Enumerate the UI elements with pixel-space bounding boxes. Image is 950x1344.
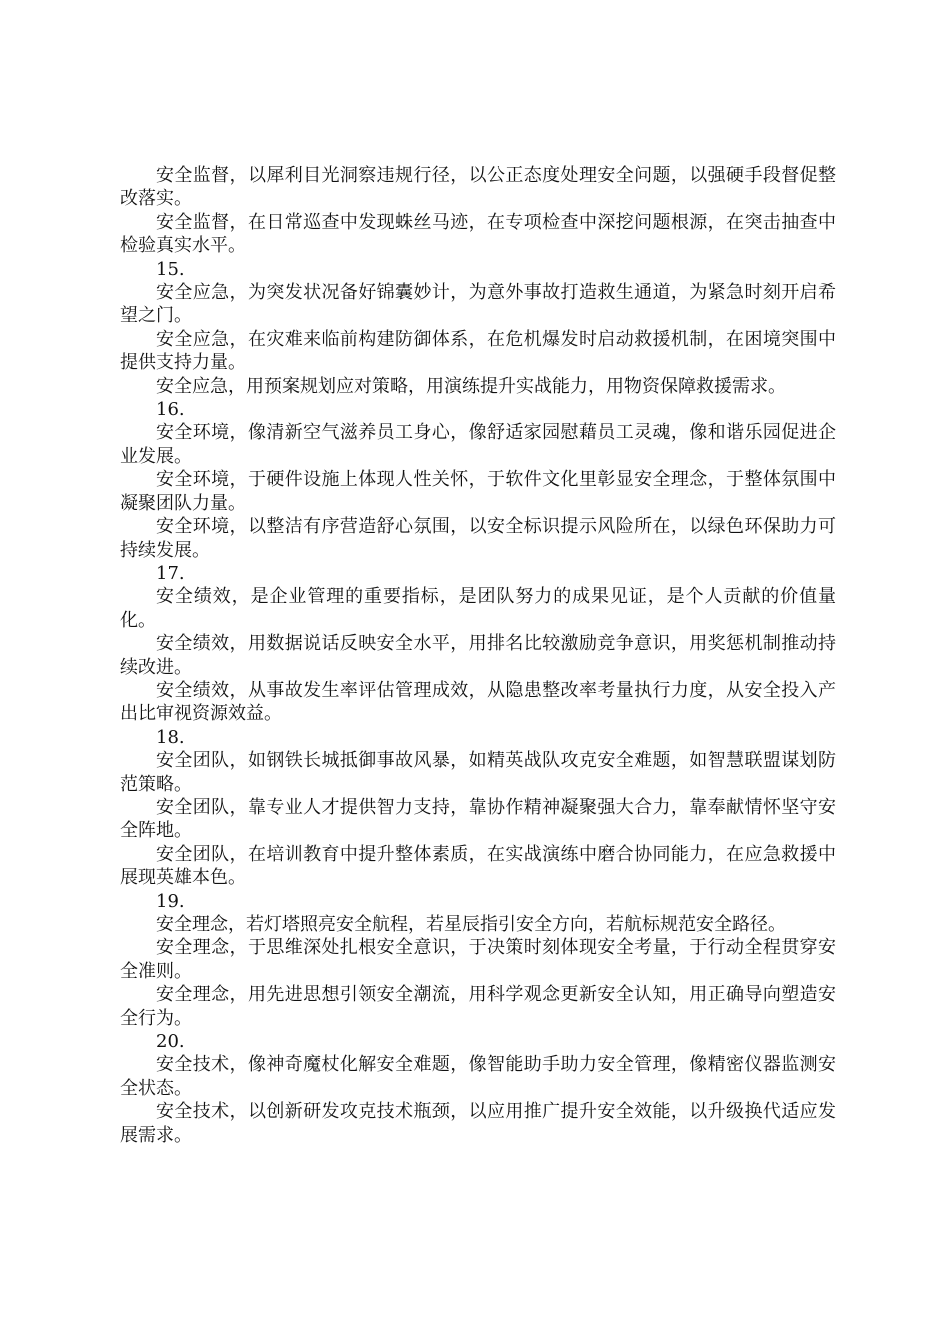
paragraph: 安全技术，像神奇魔杖化解安全难题，像智能助手助力安全管理，像精密仪器监测安全状态。 [120,1054,836,1099]
paragraph: 安全绩效，是企业管理的重要指标，是团队努力的成果见证，是个人贡献的价值量化。 [120,586,836,631]
paragraph: 安全环境，以整洁有序营造舒心氛围，以安全标识提示风险所在，以绿色环保助力可持续发展。 [120,516,836,561]
section-number: 16. [156,399,185,421]
paragraph: 安全监督，在日常巡查中发现蛛丝马迹，在专项检查中深挖问题根源，在突击抽查中检验真实水平。 [120,211,836,257]
paragraph: 安全环境，于硬件设施上体现人性关怀，于软件文化里彰显安全理念，于整体氛围中凝聚团队力量。 [120,469,836,514]
paragraph: 安全环境，像清新空气滋养员工身心，像舒适家园慰藉员工灵魂，像和谐乐园促进企业发展。 [120,422,836,467]
paragraph: 安全应急，为突发状况备好锦囊妙计，为意外事故打造救生通道，为紧急时刻开启希望之门。 [120,282,836,327]
paragraph: 安全绩效，用数据说话反映安全水平，用排名比较激励竞争意识，用奖惩机制推动持续改进。 [120,633,836,678]
section-number: 15. [156,258,185,280]
paragraph: 安全监督，以犀利目光洞察违规行径，以公正态度处理安全问题，以强硬手段督促整改落实。 [120,165,836,210]
paragraph: 安全技术，以创新研发攻克技术瓶颈，以应用推广提升安全效能，以升级换代适应发展需求。 [120,1101,836,1146]
paragraph: 安全理念，于思维深处扎根安全意识，于决策时刻体现安全考量，于行动全程贯穿安全准则。 [120,937,836,982]
paragraph: 安全绩效，从事故发生率评估管理成效，从隐患整改率考量执行力度，从安全投入产出比审视资源效益。 [120,679,836,725]
paragraph: 安全理念，用先进思想引领安全潮流，用科学观念更新安全认知，用正确导向塑造安全行为。 [120,984,836,1029]
paragraph: 安全应急，用预案规划应对策略，用演练提升实战能力，用物资保障救援需求。 [156,375,786,397]
section-number: 20. [156,1031,185,1053]
paragraph: 安全理念，若灯塔照亮安全航程，若星辰指引安全方向，若航标规范安全路径。 [156,914,786,935]
document-body [120,164,836,1147]
section-number: 18. [156,726,185,748]
paragraph: 安全团队，在培训教育中提升整体素质，在实战演练中磨合协同能力，在应急救援中展现英雄本色。 [120,843,836,889]
section-number: 17. [156,562,185,584]
paragraph: 安全团队，如钢铁长城抵御事故风暴，如精英战队攻克安全难题，如智慧联盟谋划防范策略。 [120,750,836,795]
paragraph: 安全团队，靠专业人才提供智力支持，靠协作精神凝聚强大合力，靠奉献情怀坚守安全阵地。 [120,796,836,842]
paragraph: 安全应急，在灾难来临前构建防御体系，在危机爆发时启动救援机制，在困境突围中提供支持力量。 [120,328,836,374]
section-number: 19. [156,890,185,912]
